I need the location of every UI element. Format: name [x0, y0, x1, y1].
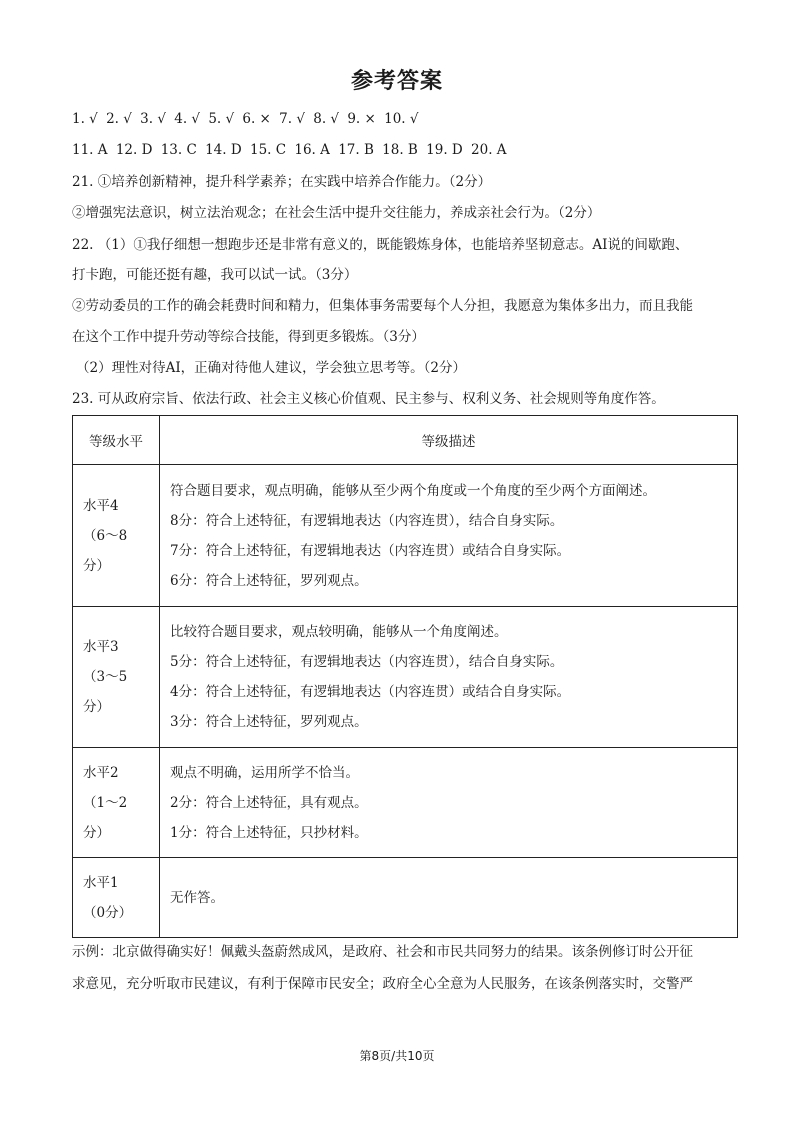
- level-cell: 水平1 （0分）: [73, 858, 160, 938]
- header-description: 等级描述: [160, 416, 738, 465]
- answer-item: 7. √: [279, 111, 305, 127]
- answer-item: 13. C: [160, 142, 197, 158]
- q21-line: ②增强宪法意识，树立法治观念；在社会生活中提升交往能力，养成亲社会行为。（2分）: [72, 205, 601, 221]
- level-cell: 水平4 （6～8 分）: [73, 465, 160, 607]
- true-false-answers: [72, 109, 422, 129]
- q22-line: 打卡跑，可能还挺有趣，我可以试一试。（3分）: [72, 267, 358, 283]
- table-header-row: [73, 416, 738, 465]
- q23-intro: 23. 可从政府宗旨、依法行政、社会主义核心价值观、民主参与、权利义务、社会规则等角度作答。: [72, 391, 665, 407]
- table-row: [73, 858, 738, 938]
- answer-item: 16. A: [294, 142, 330, 158]
- grading-table: [72, 415, 738, 938]
- answer-item: 19. D: [426, 142, 463, 158]
- multiple-choice-answers: [72, 140, 511, 160]
- q22-line: 在这个工作中提升劳动等综合技能，得到更多锻炼。（3分）: [72, 329, 425, 345]
- description-cell: 符合题目要求，观点明确，能够从至少两个角度或一个角度的至少两个方面阐述。 8分：符合上述特征，有逻辑地表达（内容连贯），结合自身实际。 7分：符合上述特征，有逻辑地表达（内容连贯）或结合自身实际。 6分：符合上述特征，罗列观点。: [160, 465, 738, 607]
- q22-line: 22. （1）①我仔细想一想跑步还是非常有意义的，既能锻炼身体，也能培养坚韧意志。AI说的间歇跑、: [72, 237, 689, 253]
- answer-item: 6. ×: [242, 111, 271, 127]
- level-cell: 水平2 （1～2 分）: [73, 748, 160, 858]
- answer-item: 15. C: [249, 142, 287, 158]
- answer-item: 1. √: [72, 111, 98, 127]
- table-row: [73, 607, 738, 748]
- q22-line: （2）理性对待AI，正确对待他人建议，学会独立思考等。（2分）: [76, 360, 467, 376]
- description-cell: 比较符合题目要求，观点较明确，能够从一个角度阐述。 5分：符合上述特征，有逻辑地表达（内容连贯），结合自身实际。 4分：符合上述特征，有逻辑地表达（内容连贯）或结合自身实际。 3分：符合上述特征，罗列观点。: [160, 607, 738, 748]
- answer-item: 5. √: [208, 111, 235, 127]
- answer-item: 8. √: [313, 111, 340, 127]
- q22-line: ②劳动委员的工作的确会耗费时间和精力，但集体事务需要每个人分担，我愿意为集体多出力，而且我能: [72, 298, 693, 314]
- description-cell: 观点不明确，运用所学不恰当。 2分：符合上述特征，具有观点。 1分：符合上述特征，只抄材料。: [160, 748, 738, 858]
- level-cell: 水平3 （3～5 分）: [73, 607, 160, 748]
- answer-item: 14. D: [205, 142, 242, 158]
- answer-item: 12. D: [115, 142, 153, 158]
- q21-line: 21. ①培养创新精神，提升科学素养；在实践中培养合作能力。（2分）: [72, 174, 492, 190]
- answer-item: 18. B: [382, 142, 418, 158]
- answer-item: 17. B: [338, 142, 374, 158]
- answer-item: 4. √: [174, 111, 201, 127]
- answer-item: 10. √: [384, 111, 419, 127]
- header-level: 等级水平: [73, 416, 160, 465]
- answer-item: 11. A: [72, 142, 108, 158]
- answer-item: 20. A: [471, 142, 507, 158]
- description-cell: 无作答。: [160, 858, 738, 938]
- table-row: [73, 465, 738, 607]
- page-number: 第8页/共10页: [359, 1049, 435, 1063]
- answer-item: 3. √: [140, 111, 166, 127]
- answer-item: 2. √: [106, 111, 132, 127]
- page-title: 参考答案: [350, 69, 443, 94]
- example-line: 求意见，充分听取市民建议，有利于保障市民安全；政府全心全意为人民服务，在该条例落实时，交警严: [72, 976, 693, 992]
- table-row: [73, 748, 738, 858]
- example-line: 示例：北京做得确实好！佩戴头盔蔚然成风，是政府、社会和市民共同努力的结果。该条例修订时公开征: [72, 944, 693, 960]
- answer-item: 9. ×: [347, 111, 376, 127]
